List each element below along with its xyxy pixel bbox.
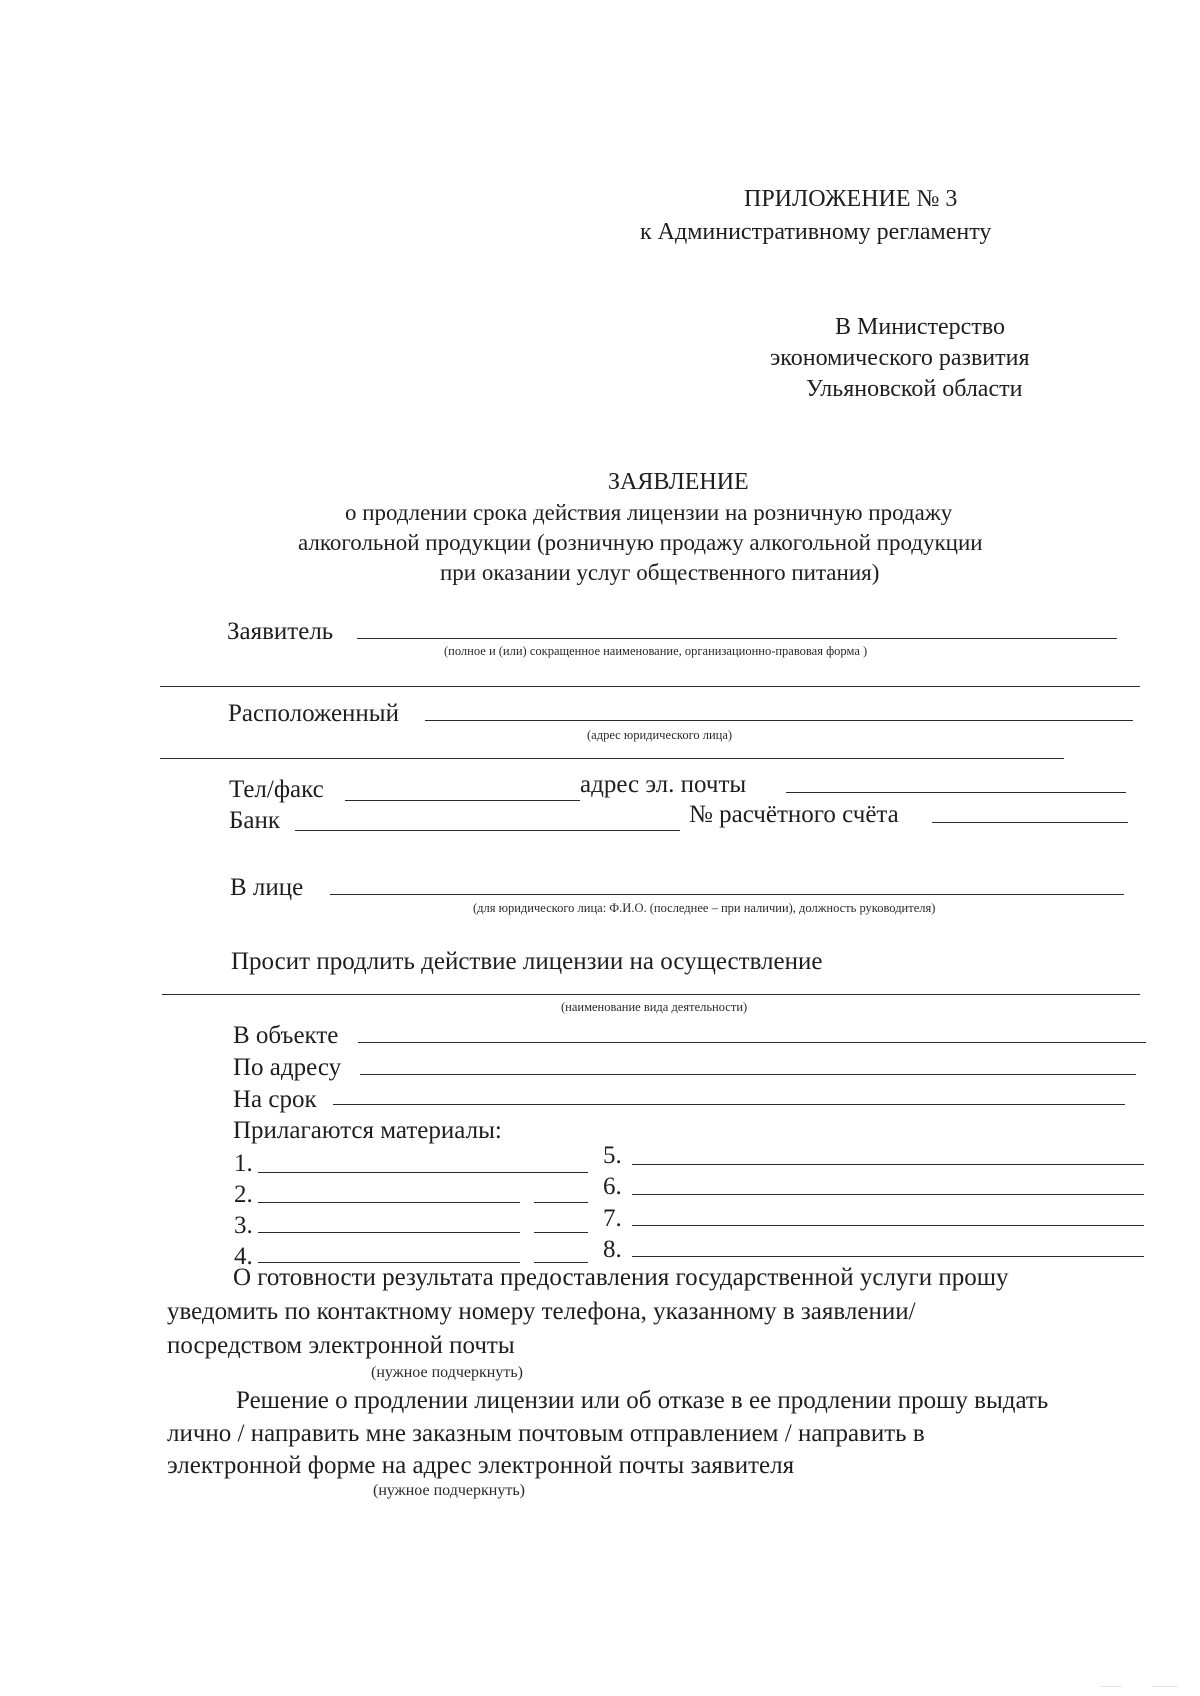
materials-label: Прилагаются материалы: xyxy=(233,1117,502,1144)
bank-label: Банк xyxy=(229,807,280,834)
term-label: На срок xyxy=(233,1086,317,1113)
request-text: Просит продлить действие лицензии на осуществление xyxy=(231,948,823,975)
material-number-2: 2. xyxy=(234,1181,253,1208)
email-label: адрес эл. почты xyxy=(580,771,747,798)
located-label: Расположенный xyxy=(228,700,399,727)
notify-hint: (нужное подчеркнуть) xyxy=(371,1364,523,1381)
person-hint: (для юридического лица: Ф.И.О. (последнее – при наличии), должность руководителя) xyxy=(473,901,936,915)
account-label: № расчётного счёта xyxy=(689,801,899,828)
account-field[interactable] xyxy=(932,822,1128,823)
material-field-6[interactable] xyxy=(632,1194,1144,1195)
located-hint: (адрес юридического лица) xyxy=(587,728,733,742)
document-title: ЗАЯВЛЕНИЕ xyxy=(608,469,749,495)
applicant-label: Заявитель xyxy=(227,618,334,645)
addressee-line-3: Ульяновской области xyxy=(806,376,1023,402)
person-label: В лице xyxy=(230,874,304,901)
annex-title: ПРИЛОЖЕНИЕ № 3 xyxy=(744,186,958,212)
heading-line-3: при оказании услуг общественного питания) xyxy=(440,560,880,585)
notify-line-1: О готовности результата предоставления государственной услуги прошу xyxy=(233,1264,1009,1291)
material-field-8[interactable] xyxy=(632,1256,1144,1257)
material-field-3[interactable] xyxy=(258,1232,520,1233)
applicant-field-continuation[interactable] xyxy=(160,686,1140,687)
email-field[interactable] xyxy=(786,792,1126,793)
activity-field[interactable] xyxy=(162,994,1140,995)
material-field-1[interactable] xyxy=(258,1172,588,1173)
addressee-line-1: В Министерство xyxy=(835,314,1005,340)
addressee-line-2: экономического развития xyxy=(770,345,1030,371)
address-field[interactable] xyxy=(360,1074,1136,1075)
located-field-continuation[interactable] xyxy=(160,758,1064,759)
material-number-3: 3. xyxy=(234,1212,253,1239)
material-number-8: 8. xyxy=(603,1236,622,1263)
object-label: В объекте xyxy=(233,1022,339,1049)
person-field[interactable] xyxy=(330,894,1124,895)
decision-hint: (нужное подчеркнуть) xyxy=(373,1482,525,1499)
material-field-3-tail[interactable] xyxy=(534,1232,588,1233)
annex-subtitle: к Административному регламенту xyxy=(640,219,992,245)
notify-line-2: уведомить по контактному номеру телефона, указанному в заявлении/ xyxy=(167,1298,916,1325)
object-field[interactable] xyxy=(358,1042,1146,1043)
term-field[interactable] xyxy=(333,1104,1125,1105)
decision-line-3: электронной форме на адрес электронной почты заявителя xyxy=(167,1452,795,1479)
material-field-4-tail[interactable] xyxy=(534,1262,588,1263)
scan-mark-1 xyxy=(1100,1686,1122,1687)
bank-field[interactable] xyxy=(295,830,680,831)
material-number-7: 7. xyxy=(603,1205,622,1232)
address-label: По адресу xyxy=(233,1054,342,1081)
material-field-2-tail[interactable] xyxy=(534,1202,588,1203)
decision-line-1: Решение о продлении лицензии или об отказе в ее продлении прошу выдать xyxy=(236,1387,1049,1414)
applicant-field[interactable] xyxy=(357,638,1117,639)
phone-field[interactable] xyxy=(345,800,580,801)
material-field-5[interactable] xyxy=(632,1164,1144,1165)
heading-line-2: алкогольной продукции (розничную продажу алкогольной продукции xyxy=(298,530,983,555)
applicant-hint: (полное и (или) сокращенное наименование, организационно-правовая форма ) xyxy=(444,644,868,658)
located-field[interactable] xyxy=(425,720,1133,721)
notify-line-3: посредством электронной почты xyxy=(167,1332,515,1359)
decision-line-2: лично / направить мне заказным почтовым отправлением / направить в xyxy=(167,1420,925,1447)
heading-line-1: о продлении срока действия лицензии на розничную продажу xyxy=(345,500,953,525)
material-number-6: 6. xyxy=(603,1173,622,1200)
phone-label: Тел/факс xyxy=(229,776,324,803)
material-field-2[interactable] xyxy=(258,1202,520,1203)
activity-hint: (наименование вида деятельности) xyxy=(561,1000,748,1014)
material-field-4[interactable] xyxy=(258,1262,520,1263)
material-number-4: 4. xyxy=(234,1243,253,1270)
material-number-5: 5. xyxy=(603,1142,622,1169)
material-field-7[interactable] xyxy=(632,1225,1144,1226)
material-number-1: 1. xyxy=(234,1150,253,1177)
scan-mark-2 xyxy=(1152,1686,1178,1687)
